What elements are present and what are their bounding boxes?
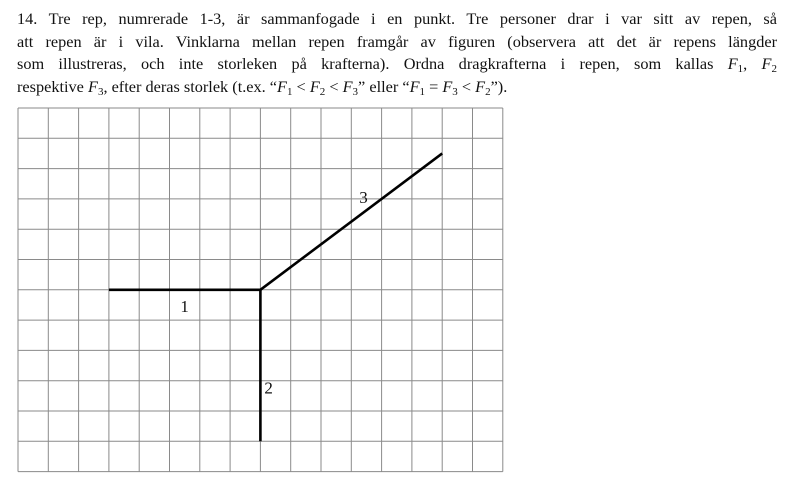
problem-line-2: att repen är i vila. Vinklarna mellan repen framgår av figuren (observera att det är repens längder	[17, 31, 777, 51]
problem-line-1: 14. Tre rep, numrerade 1-3, är sammanfogade i en punkt. Tre personer drar i var sitt av repen, så	[17, 9, 777, 28]
ropes	[109, 153, 442, 441]
problem-number: 14.	[17, 9, 38, 28]
rope-labels	[180, 188, 367, 397]
rope-2-label: 2	[264, 378, 273, 398]
rope-1-label: 1	[180, 296, 189, 316]
example-1: $F_1 < F_2 < F_3$	[277, 76, 359, 98]
problem-line-4: respektive $F_3$, efter deras storlek (t.ex. “$F_1 < F_2 < F_3$” eller “$F_1 = F_3$ < $F_2$”).	[17, 76, 508, 98]
problem-line-3: som illustreras, och inte storleken på krafterna). Ordna dragkrafterna i repen, som kallas $F_1$, $F_2$	[17, 54, 777, 75]
rope-3-label: 3	[359, 187, 368, 207]
example-2: $F_1 = F_3 < F_2$	[409, 76, 491, 98]
